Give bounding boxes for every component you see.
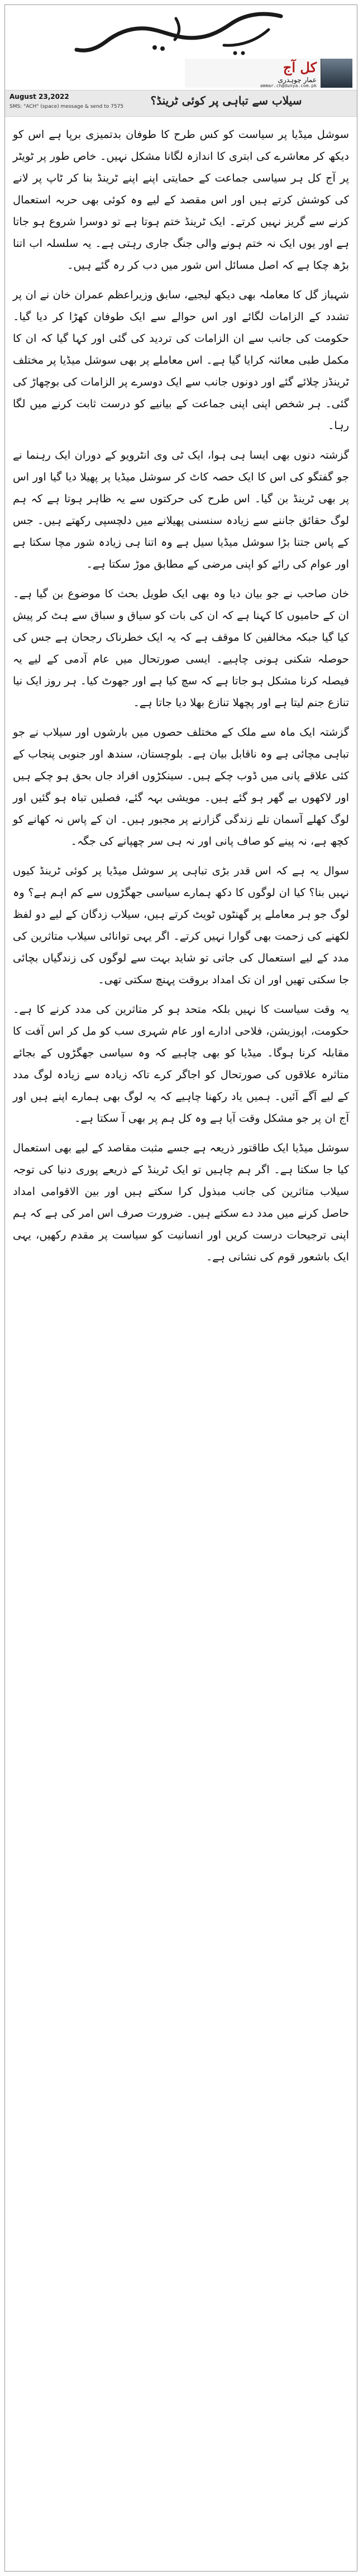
article-paragraph: یہ وقت سیاست کا نہیں بلکہ متحد ہو کر متاثرین کی مدد کرنے کا ہے۔ حکومت، اپوزیشن، فلاحی ادارے اور عام شہری سب کو مل کر اس آفت کا مقابلہ کرنا ہوگا۔ میڈیا کو بھی چاہیے کہ وہ سیاسی جھگڑوں کے بجائے متاثرہ علاقوں کی صورتحال کو اجاگر کرے تاکہ زیادہ سے زیادہ لوگ مدد کے لیے آگے آئیں۔ ہمیں یاد رکھنا چاہیے کہ یہ لوگ بھی ہمارے اپنے ہیں اور آج ان پر جو مشکل وقت آیا ہے وہ کل ہم پر بھی آ سکتا ہے۔ (13, 1003, 349, 1125)
article-paragraph: گزشتہ ایک ماہ سے ملک کے مختلف حصوں میں بارشوں اور سیلاب نے جو تباہی مچائی ہے وہ ناقابل بیان ہے۔ بلوچستان، سندھ اور جنوبی پنجاب کے کئی علاقے پانی میں ڈوب چکے ہیں۔ سینکڑوں افراد جاں بحق ہو چکے ہیں اور لاکھوں بے گھر ہو گئے ہیں۔ مویشی بہہ گئے، فصلیں تباہ ہو گئیں اور لوگ کھلے آسمان تلے زندگی گزارنے پر مجبور ہیں۔ ان کے پاس نہ کھانے کو کچھ ہے، نہ پینے کو صاف پانی اور نہ ہی سر چھپانے کی جگہ۔ (13, 726, 349, 847)
article-paragraph: گزشتہ دنوں بھی ایسا ہی ہوا، ایک ٹی وی انٹرویو کے دوران ایک رہنما نے جو گفتگو کی اس کا ایک حصہ کاٹ کر سوشل میڈیا پر پھیلا دیا گیا اور اس پر بھی ٹرینڈ بن گیا۔ اس طرح کی حرکتوں سے یہ ظاہر ہوتا ہے کہ ہم لوگ حقائق جاننے سے زیادہ سنسنی پھیلانے میں دلچسپی رکھتے ہیں۔ جس کے پاس جتنا بڑا سوشل میڈیا سیل ہے وہ اتنا ہی زیادہ شور مچا سکتا ہے اور عوام کی رائے کو اپنی مرضی کے مطابق موڑ سکتا ہے۔ (13, 449, 349, 570)
masthead (5, 5, 357, 91)
article-paragraph: سوال یہ ہے کہ اس قدر بڑی تباہی پر سوشل میڈیا پر کوئی ٹرینڈ کیوں نہیں بنا؟ کیا ان لوگوں کا دکھ ہمارے سیاسی جھگڑوں سے کم اہم ہے؟ وہ لوگ جو ہر معاملے پر گھنٹوں ٹویٹ کرتے ہیں، سیلاب زدگان کے لیے دو لفظ لکھنے کی زحمت بھی گوارا نہیں کرتے۔ اگر یہی توانائی سیلاب متاثرین کی مدد کے لیے استعمال کی جاتی تو شاید بہت سے لوگوں کی زندگیاں بچائی جا سکتی تھیں اور ان تک امداد بروقت پہنچ سکتی تھی۔ (13, 864, 349, 986)
article-paragraph: خان صاحب نے جو بیان دیا وہ بھی ایک طویل بحث کا موضوع بن گیا ہے۔ ان کے حامیوں کا کہنا ہے کہ ان کی بات کو سیاق و سباق سے ہٹ کر پیش کیا گیا جبکہ مخالفین کا موقف ہے کہ یہ ایک خطرناک رجحان ہے جس کی حوصلہ شکنی ہونی چاہیے۔ ایسی صورتحال میں عام آدمی کے لیے یہ فیصلہ کرنا مشکل ہو جاتا ہے کہ سچ کیا ہے اور جھوٹ کیا۔ ہر روز ایک نیا تنازع جنم لیتا ہے اور پچھلا تنازع بھلا دیا جاتا ہے۔ (13, 587, 349, 709)
column-headline: سیلاب سے تباہی پر کوئی ٹرینڈ؟ (150, 94, 302, 107)
newspaper-column-page (4, 4, 357, 2572)
column-date: August 23,2022 (9, 93, 69, 101)
sms-instructions: SMS: "ACH" (space) message & send to 7575 (9, 104, 124, 109)
author-photo (321, 59, 352, 88)
column-name: کل آج (283, 59, 317, 75)
dunya-newspaper-logo (56, 7, 308, 56)
author-byline (185, 59, 352, 88)
title-strip (5, 91, 357, 117)
article-paragraph: سوشل میڈیا ایک طاقتور ذریعہ ہے جسے مثبت مقاصد کے لیے بھی استعمال کیا جا سکتا ہے۔ اگر ہم چاہیں تو ایک ٹرینڈ کے ذریعے پوری دنیا کی توجہ سیلاب متاثرین کی جانب مبذول کرا سکتے ہیں اور بین الاقوامی امداد حاصل کرنے میں مدد دے سکتے ہیں۔ ضرورت صرف اس امر کی ہے کہ ہم اپنی ترجیحات درست کریں اور انسانیت کو سیاست پر مقدم رکھیں، یہی ایک باشعور قوم کی نشانی ہے۔ (13, 1141, 349, 1263)
author-name: عمار چوہدری (278, 76, 317, 84)
article-paragraph: سوشل میڈیا پر سیاست کو کس طرح کا طوفان بدتمیزی برپا ہے اس کو دیکھ کر معاشرے کی ابتری کا اندازہ لگانا مشکل نہیں۔ خاص طور پر ٹویٹر پر آج کل ہر سیاسی جماعت کے حمایتی اپنے اپنے ٹرینڈ بنا کر ٹاپ پر لانے کی کوشش کرتے ہیں اور اس مقصد کے لیے وہ کوئی بھی حربہ استعمال کرنے سے گریز نہیں کرتے۔ ایک ٹرینڈ ختم ہوتا ہے تو دوسرا شروع ہو جاتا ہے اور یوں ایک نہ ختم ہونے والی جنگ جاری رہتی ہے۔ یہ سلسلہ اب اتنا بڑھ چکا ہے کہ اصل مسائل اس شور میں دب کر رہ گئے ہیں۔ (13, 128, 349, 272)
article-body (5, 117, 357, 2570)
article-paragraph: شہباز گل کا معاملہ بھی دیکھ لیجیے، سابق وزیراعظم عمران خان نے ان پر تشدد کے الزامات لگائے اور اس حوالے سے ایک طوفان کھڑا کر دیا گیا۔ حکومت کی جانب سے ان الزامات کی تردید کی گئی اور کہا گیا کہ ان کا مکمل طبی معائنہ کرایا گیا ہے۔ اس معاملے پر بھی سوشل میڈیا پر مختلف ٹرینڈز چلائے گئے اور دونوں جانب سے ایک دوسرے پر الزامات کی بوچھاڑ کی گئی۔ ہر شخص اپنی اپنی جماعت کے بیانیے کو درست ثابت کرنے میں لگا رہا۔ (13, 288, 349, 432)
author-email: ammar.ch@dunya.com.pk (260, 83, 317, 88)
